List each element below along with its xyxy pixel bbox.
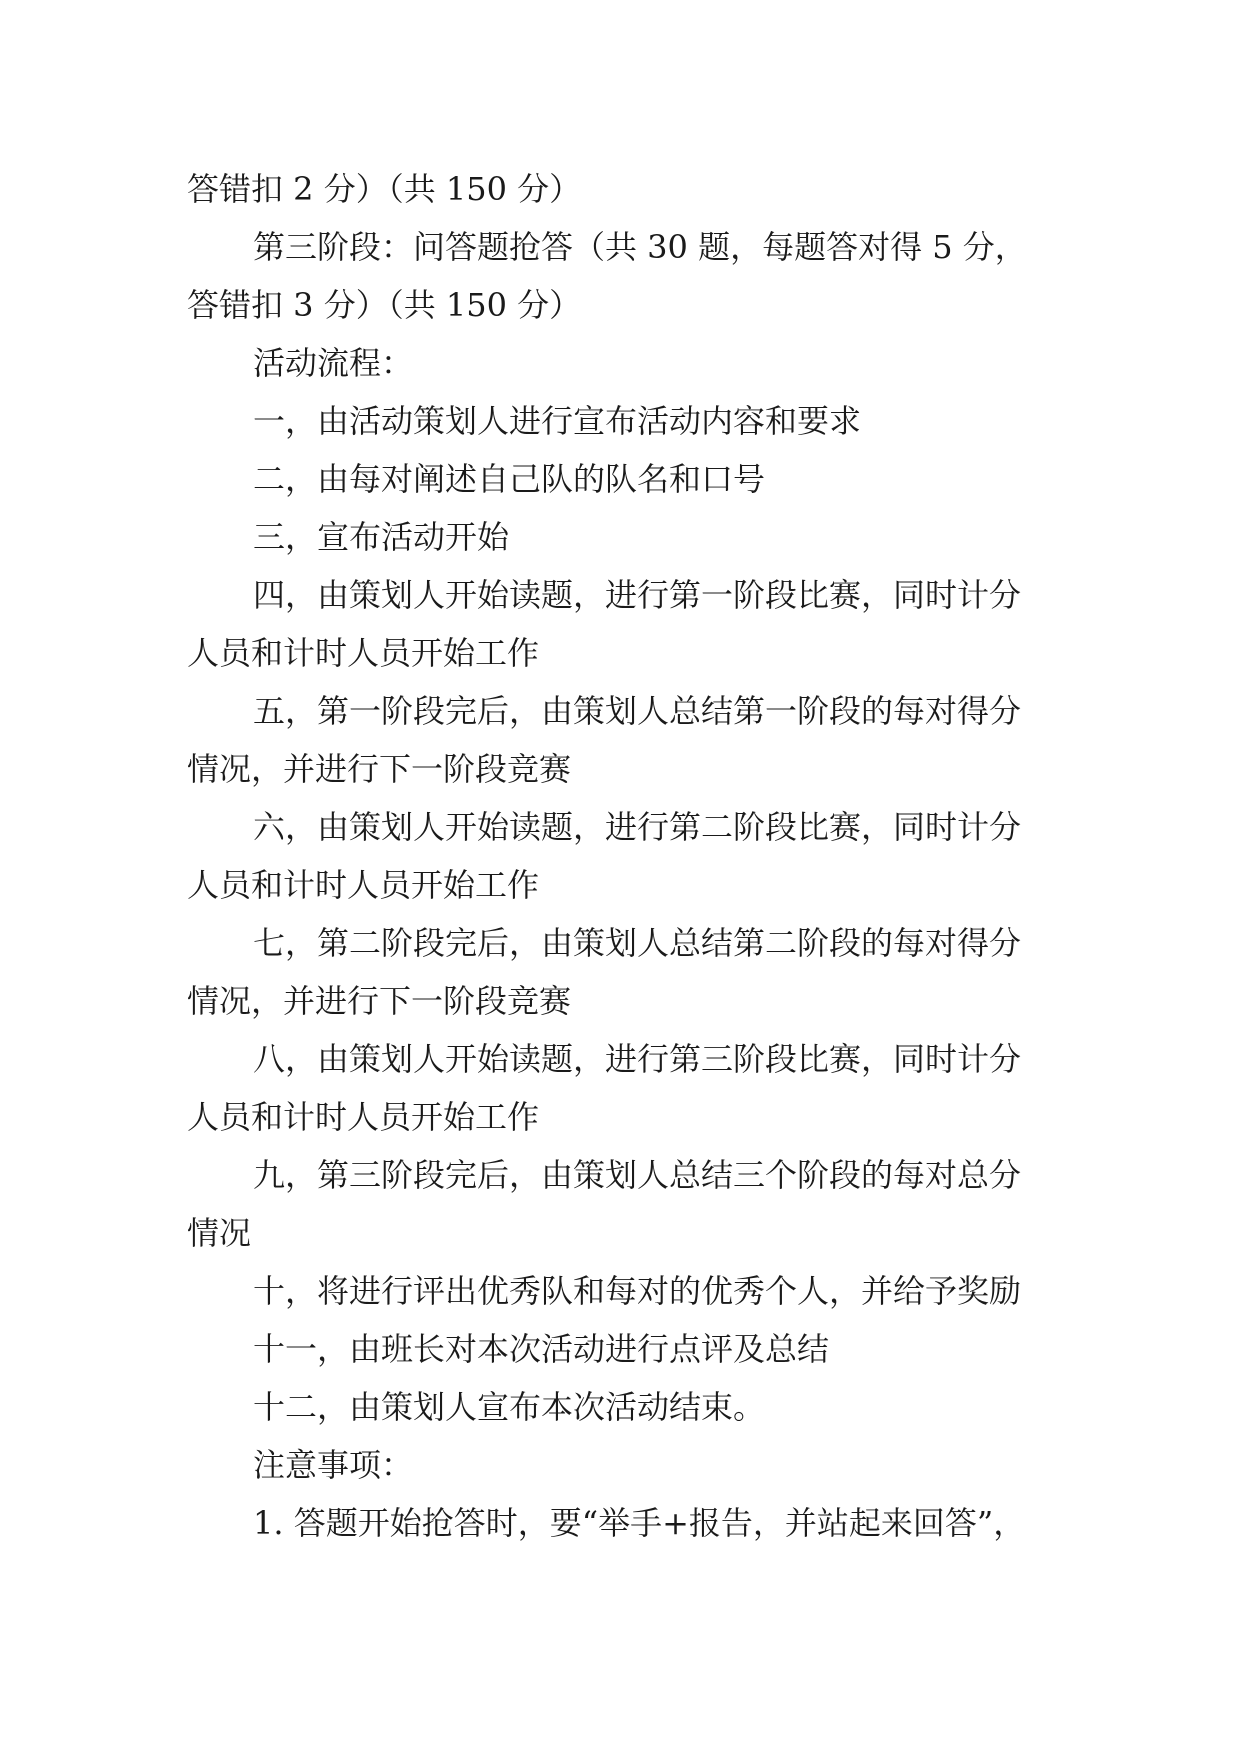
section-heading: 活动流程： bbox=[253, 344, 414, 382]
list-item-continuation: 情况 bbox=[187, 1214, 252, 1252]
section-heading: 注意事项： bbox=[253, 1446, 414, 1484]
list-item: 十，将进行评出优秀队和每对的优秀个人，并给予奖励 bbox=[253, 1272, 1022, 1310]
text-line: 答错扣 2 分）（共 150 分） bbox=[187, 170, 582, 208]
text-line: 答错扣 3 分）（共 150 分） bbox=[187, 286, 582, 324]
text-line: 第三阶段：问答题抢答（共 30 题，每题答对得 5 分， bbox=[253, 228, 1027, 266]
list-item: 十一，由班长对本次活动进行点评及总结 bbox=[253, 1330, 830, 1368]
list-item-continuation: 人员和计时人员开始工作 bbox=[187, 866, 540, 904]
list-item: 二，由每对阐述自己队的队名和口号 bbox=[253, 460, 766, 498]
list-item: 三，宣布活动开始 bbox=[253, 518, 510, 556]
list-item: 一，由活动策划人进行宣布活动内容和要求 bbox=[253, 402, 862, 440]
list-item: 八，由策划人开始读题，进行第三阶段比赛，同时计分 bbox=[253, 1040, 1022, 1078]
list-item: 九，第三阶段完后，由策划人总结三个阶段的每对总分 bbox=[253, 1156, 1022, 1194]
list-item: 六，由策划人开始读题，进行第二阶段比赛，同时计分 bbox=[253, 808, 1022, 846]
list-item: 七，第二阶段完后，由策划人总结第二阶段的每对得分 bbox=[253, 924, 1022, 962]
document-body bbox=[187, 160, 1053, 1552]
list-item-continuation: 人员和计时人员开始工作 bbox=[187, 1098, 540, 1136]
list-item-continuation: 情况，并进行下一阶段竞赛 bbox=[187, 750, 572, 788]
list-item: 五，第一阶段完后，由策划人总结第一阶段的每对得分 bbox=[253, 692, 1022, 730]
list-item-continuation: 情况，并进行下一阶段竞赛 bbox=[187, 982, 572, 1020]
list-item-continuation: 人员和计时人员开始工作 bbox=[187, 634, 540, 672]
note-item: 1. 答题开始抢答时，要“举手+报告，并站起来回答”， bbox=[253, 1504, 1026, 1542]
list-item: 十二，由策划人宣布本次活动结束。 bbox=[253, 1388, 766, 1426]
list-item: 四，由策划人开始读题，进行第一阶段比赛，同时计分 bbox=[253, 576, 1022, 614]
